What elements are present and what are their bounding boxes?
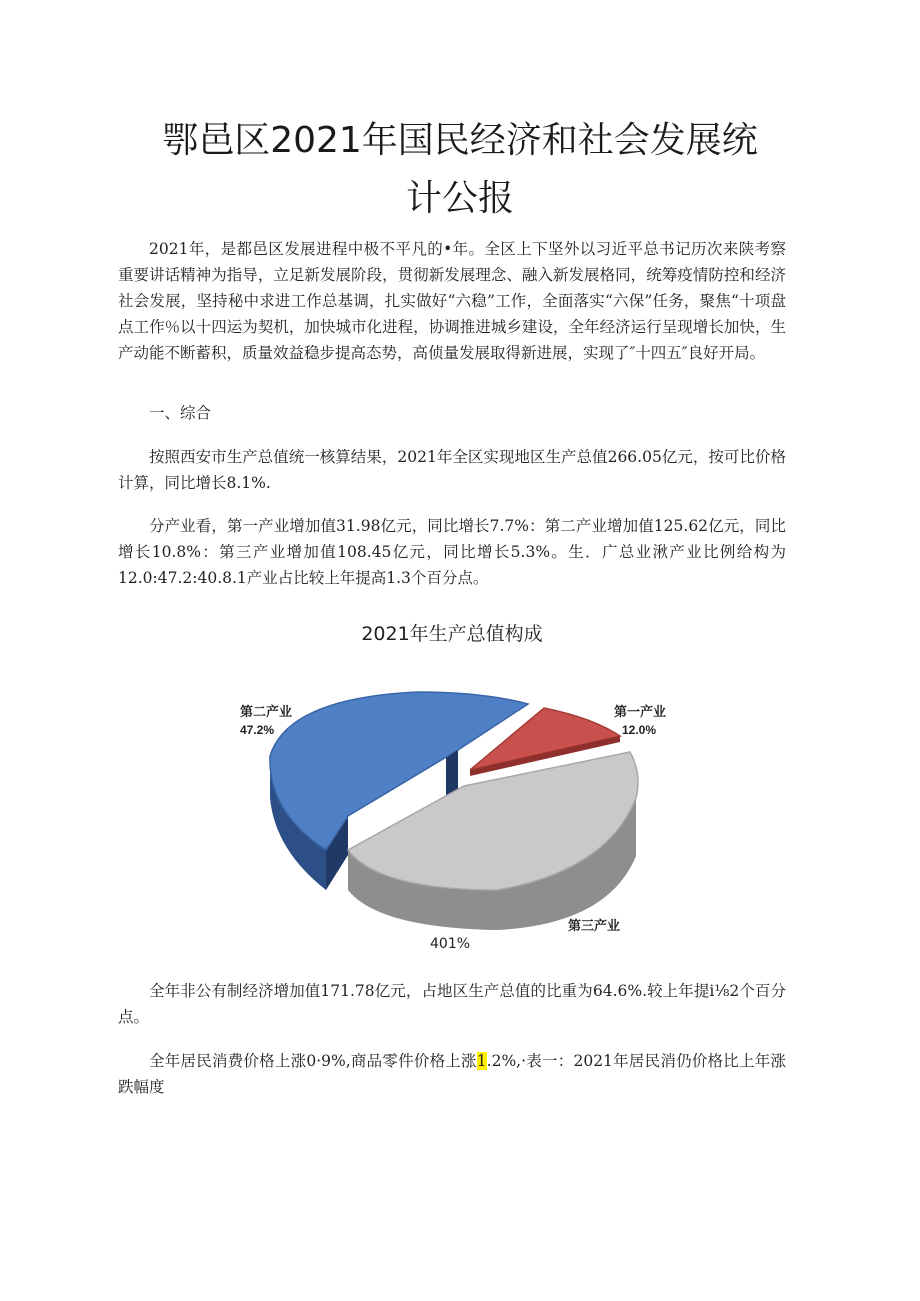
slice-value-tertiary: 401% xyxy=(430,936,471,952)
document-title-line2: 计公报 xyxy=(405,178,514,219)
document-title xyxy=(130,112,790,228)
chart-title: 2021年生产总值构成 xyxy=(361,623,543,645)
cpi-text-before: 全年居民消费价格上涨0·9%,商品零件价格上涨 xyxy=(149,1052,477,1070)
industry-paragraph: 分产业看，第一产业增加值31.98亿元，同比增长7.7%：第二产业增加值125.62亿元，同比增长10.8%：第三产业增加值108.45亿元，同比增长5.3%。生．广总业湫产业比例给构为12.0:47.2:40.8.1产业占比较上年提高1.3个百分点。 xyxy=(118,517,786,587)
highlighted-text: 1 xyxy=(476,1052,487,1070)
cpi-paragraph xyxy=(118,1048,786,1100)
section-heading-general: 一、综合 xyxy=(149,404,212,422)
gdp-paragraph: 按照西安市生产总值统一核算结果，2021年全区实现地区生产总值266.05亿元，按可比价格计算，同比增长8.1%. xyxy=(118,448,786,492)
document-title-line1: 鄂邑区2021年国民经济和社会发展统 xyxy=(162,120,758,161)
nonpublic-economy-paragraph: 全年非公有制经济增加值171.78亿元，占地区生产总值的比重为64.6%.较上年提i⅛2个百分点。 xyxy=(118,982,786,1026)
slice-label-secondary: 第二产业 xyxy=(240,704,293,719)
slice-value-secondary: 47.2% xyxy=(240,723,275,737)
slice-label-primary: 第一产业 xyxy=(614,704,667,719)
gdp-composition-pie-chart xyxy=(228,680,668,940)
slice-label-tertiary: 第三产业 xyxy=(568,918,621,933)
intro-paragraph: 2021年，是都邑区发展进程中极不平凡的•年。全区上下坚外以习近平总书记历次来陕考察重要讲话精神为指导，立足新发展阶段，贯彻新发展理念、融入新发展格同，统筹疫情防控和经济社会发展，坚持秘中求进工作总基调，扎实做好“六稳”工作，全面落实“六保”任务，聚焦“十项盘点工作％以十四运为契机，加快城市化进程，协调推进城乡建设，全年经济运行呈现增长加快，生产动能不断蓄积，质量效益稳步提高态势，高侦量发展取得新进展，实现了″十四五″良好开局。 xyxy=(118,240,786,362)
cpi-text-after: .2%,·表一：2021年居民消仍价格比上年涨跌幅度 xyxy=(118,1052,786,1096)
slice-value-primary: 12.0% xyxy=(622,723,657,737)
